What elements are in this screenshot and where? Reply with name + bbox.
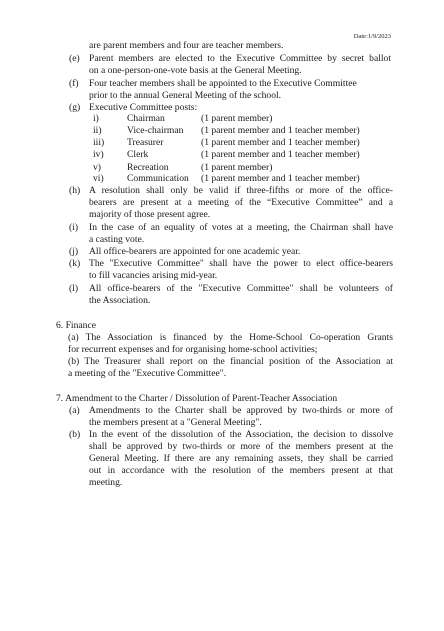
- section-7-a-line-2: the members present at a "General Meeting".: [89, 417, 262, 428]
- item-e-line-2: on a one-person-one-vote basis at the General Meeting.: [89, 65, 302, 76]
- post-6-num: vi): [93, 173, 104, 184]
- post-5-num: v): [93, 162, 101, 173]
- document-date: Date:1/9/2023: [353, 33, 391, 40]
- item-k-line-2: to fill vacancies arising mid-year.: [89, 270, 218, 281]
- item-e-label: (e): [69, 53, 80, 64]
- section-7-b-line-5: meeting.: [89, 477, 123, 488]
- post-2-members: (1 parent member and 1 teacher member): [201, 125, 360, 136]
- item-j-label: (j): [69, 246, 79, 257]
- item-l-label: (l): [69, 283, 79, 294]
- item-i-label: (i): [69, 222, 79, 233]
- post-4-num: iv): [93, 149, 104, 160]
- section-6-line-4: a meeting of the "Executive Committee".: [68, 368, 227, 379]
- post-2-num: ii): [93, 125, 102, 136]
- item-h-line-3: majority of those present agree.: [89, 209, 211, 220]
- item-d-tail: are parent members and four are teacher members.: [89, 40, 284, 51]
- post-5-name: Recreation: [127, 162, 169, 173]
- post-6-members: (1 parent member and 1 teacher member): [201, 173, 360, 184]
- post-5-members: (1 parent member): [201, 162, 273, 173]
- item-l-line-1: All office-bearers of the "Executive Committee" shall be volunteers of: [89, 283, 393, 294]
- item-j-line-1: All office-bearers are appointed for one academic year.: [89, 246, 301, 257]
- item-h-label: (h): [69, 185, 81, 196]
- section-6-line-2: for recurrent expenses and for organising home-school activities;: [68, 344, 318, 355]
- item-g-label: (g): [69, 102, 81, 113]
- item-e-line-1: Parent members are elected to the Executive Committee by secret ballot: [89, 53, 391, 64]
- item-l-line-2: the Association.: [89, 295, 151, 306]
- post-1-num: i): [93, 113, 99, 124]
- section-7-b-line-2: shall be approved by two-thirds or more of the members present at the: [89, 441, 393, 452]
- item-k-line-1: The "Executive Committee" shall have the power to elect office-bearers: [89, 258, 393, 269]
- section-7-b-label: (b): [69, 429, 81, 440]
- section-7-b-line-4: out in accordance with the resolution of the members present at that: [89, 465, 393, 476]
- item-f-line-2: prior to the annual General Meeting of the school.: [89, 90, 282, 101]
- section-6-line-1: (a) The Association is financed by the Home-School Co-operation Grants: [68, 332, 393, 343]
- item-f-line-1: Four teacher members shall be appointed to the Executive Committee: [89, 78, 357, 89]
- post-4-members: (1 parent member and 1 teacher member): [201, 149, 360, 160]
- post-3-members: (1 parent member and 1 teacher member): [201, 137, 360, 148]
- item-h-line-2: bearers are present at a meeting of the “Executive Committee” and a: [89, 197, 393, 208]
- item-g-title: Executive Committee posts:: [89, 102, 198, 113]
- section-6-heading: 6. Finance: [56, 320, 96, 331]
- item-h-line-1: A resolution shall only be valid if three-fifths or more of the office-: [89, 185, 393, 196]
- item-i-line-2: a casting vote.: [89, 234, 145, 245]
- item-i-line-1: In the case of an equality of votes at a meeting, the Chairman shall have: [89, 222, 393, 233]
- item-k-label: (k): [69, 258, 81, 269]
- section-7-b-line-1: In the event of the dissolution of the Association, the decision to dissolve: [89, 429, 393, 440]
- section-7-b-line-3: General Meeting. If there are any remaining assets, they shall be carried: [89, 453, 393, 464]
- post-3-name: Treasurer: [127, 137, 164, 148]
- section-6-line-3: (b) The Treasurer shall report on the financial position of the Association at: [68, 356, 393, 367]
- post-1-members: (1 parent member): [201, 113, 273, 124]
- section-7-a-line-1: Amendments to the Charter shall be approved by two-thirds or more of: [89, 405, 393, 416]
- section-7-heading: 7. Amendment to the Charter / Dissolution of Parent-Teacher Association: [56, 393, 338, 404]
- item-f-label: (f): [69, 78, 79, 89]
- post-2-name: Vice-chairman: [127, 125, 184, 136]
- post-6-name: Communication: [127, 173, 189, 184]
- post-4-name: Clerk: [127, 149, 149, 160]
- post-1-name: Chairman: [127, 113, 165, 124]
- post-3-num: iii): [93, 137, 105, 148]
- section-7-a-label: (a): [69, 405, 80, 416]
